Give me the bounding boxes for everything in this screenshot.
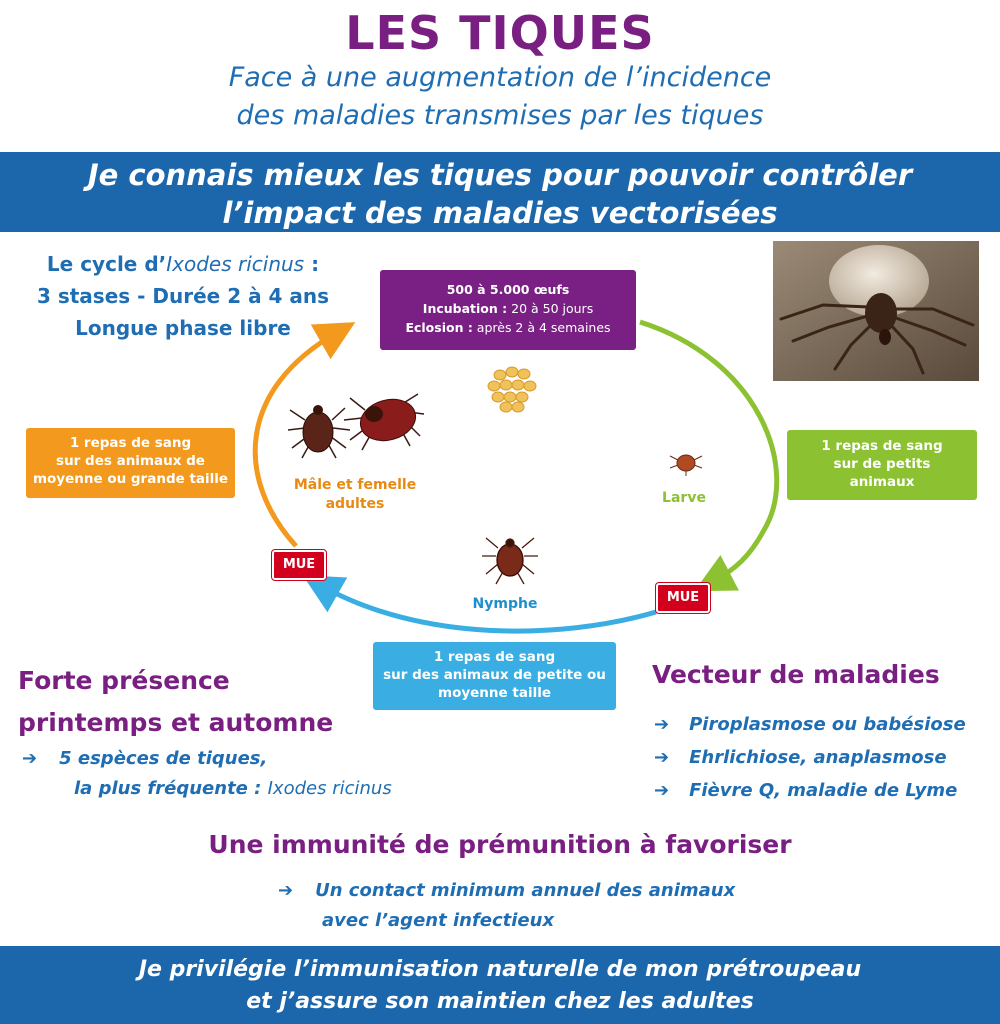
presence-bullet-text-2: la plus fréquente :: [74, 778, 268, 799]
box-right-line-3: animaux: [849, 474, 915, 490]
mue-badge-right: MUE: [656, 583, 710, 613]
immunity-bullet-text-1: Un contact minimum annuel des animaux: [315, 880, 736, 901]
egg-count: 500 à 5.000 œufs: [446, 282, 570, 297]
larva-tick-icon: [670, 455, 702, 476]
bottom-banner: [0, 946, 1000, 1024]
arrow-right-icon: ➔: [278, 880, 294, 901]
top-banner-line-1: Je connais mieux les tiques pour pouvoir contrôler: [87, 158, 913, 192]
adults-label-line-2: adultes: [325, 496, 385, 512]
egg-stage-box: [380, 270, 636, 350]
cycle-heading-species: Ixodes ricinus: [166, 252, 305, 276]
vector-list: [654, 708, 994, 807]
box-bottom-line-2: sur des animaux de petite ou: [383, 667, 606, 683]
arrow-right-icon: ➔: [654, 714, 670, 735]
box-left-line-3: moyenne ou grande taille: [32, 471, 229, 487]
box-bottom-line-1: 1 repas de sang: [433, 649, 556, 665]
presence-title-line-2: printemps et automne: [18, 708, 334, 737]
box-left-line-1: 1 repas de sang: [69, 435, 192, 451]
bottom-banner-line-2: et j’assure son maintien chez les adultes: [246, 989, 754, 1014]
presence-bullet-line-2: [74, 774, 442, 804]
vector-item: [654, 774, 994, 807]
vector-item-text: Fièvre Q, maladie de Lyme: [689, 780, 958, 801]
eclosion-label: Eclosion :: [405, 320, 473, 335]
presence-bullet-text-1: 5 espèces de tiques,: [59, 748, 268, 769]
eclosion-value: après 2 à 4 semaines: [472, 320, 611, 335]
egg-cluster-icon: [488, 367, 536, 412]
arrow-right-icon: ➔: [22, 748, 38, 769]
cycle-heading-suffix: :: [304, 252, 320, 276]
box-right-line-1: 1 repas de sang: [821, 438, 943, 454]
cycle-heading-line-2: 3 stases - Durée 2 à 4 ans: [36, 284, 330, 308]
vector-item-text: Ehrlichiose, anaplasmose: [689, 747, 947, 768]
nymph-label: Nymphe: [472, 596, 538, 612]
bottom-banner-line-1: Je privilégie l’immunisation naturelle de mon prétroupeau: [138, 957, 862, 982]
top-banner-line-2: l’impact des maladies vectorisées: [222, 196, 778, 230]
cycle-heading-prefix: Le cycle d’: [46, 252, 167, 276]
female-tick-body: [356, 393, 420, 446]
tick-photo-icon: [773, 241, 979, 381]
vector-title: Vecteur de maladies: [652, 660, 940, 689]
presence-title: [18, 660, 378, 744]
blood-meal-large-animals-box: [26, 428, 235, 498]
incubation-value: 20 à 50 jours: [507, 301, 594, 316]
cycle-heading-line-3: Longue phase libre: [75, 316, 291, 340]
eclosion-line: [380, 318, 636, 337]
presence-bullet-line-1: [22, 744, 442, 774]
blood-meal-medium-animals-box: [373, 642, 616, 710]
box-bottom-line-3: moyenne taille: [438, 685, 551, 701]
subtitle-line-1: Face à une augmentation de l’incidence: [228, 62, 772, 93]
mue-badge-left: MUE: [272, 550, 326, 580]
incubation-line: [380, 299, 636, 318]
presence-bullet-species: Ixodes ricinus: [267, 778, 392, 799]
immunity-title: Une immunité de prémunition à favoriser: [208, 830, 792, 859]
nymph-tick-icon: [482, 538, 538, 584]
vector-item-text: Piroplasmose ou babésiose: [689, 714, 966, 735]
immunity-bullet-line-1: [278, 876, 818, 906]
adults-label: [285, 476, 425, 514]
immunity-bullet: [278, 876, 818, 936]
arrow-right-icon: ➔: [654, 747, 670, 768]
arrow-right-icon: ➔: [654, 780, 670, 801]
presence-bullet: [22, 744, 442, 804]
vector-item: [654, 708, 994, 741]
page-title: LES TIQUES: [345, 6, 655, 60]
vector-item: [654, 741, 994, 774]
presence-title-line-1: Forte présence: [18, 666, 230, 695]
box-right-line-2: sur de petits: [833, 456, 931, 472]
green-cycle-arrow: [640, 322, 777, 582]
blood-meal-small-animals-box: [787, 430, 977, 500]
adults-label-line-1: Mâle et femelle: [293, 477, 417, 493]
incubation-label: Incubation :: [422, 301, 508, 316]
box-left-line-2: sur des animaux de: [56, 453, 205, 469]
immunity-bullet-text-2: avec l’agent infectieux: [322, 910, 555, 931]
male-tick-body: [303, 412, 333, 452]
subtitle-line-2: des maladies transmises par les tiques: [236, 100, 764, 131]
larva-label: Larve: [662, 490, 706, 506]
